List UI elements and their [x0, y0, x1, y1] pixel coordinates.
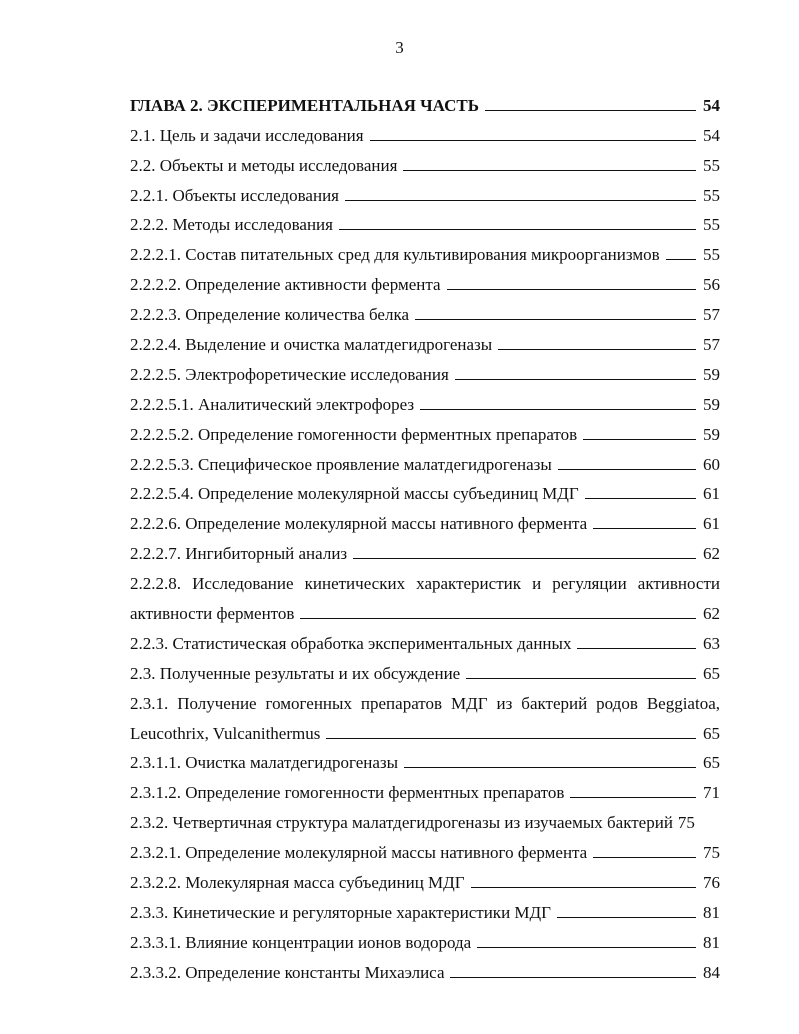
toc-entry — [130, 891, 720, 921]
toc-entry-page: 55 — [703, 155, 720, 175]
toc-entry-page: 57 — [703, 335, 720, 355]
toc-leader-line — [339, 229, 696, 230]
toc-entry-page: 60 — [703, 454, 720, 474]
toc-leader-line — [593, 528, 696, 529]
toc-entry-page: 62 — [703, 604, 720, 624]
toc-entry-page: 71 — [703, 783, 720, 803]
toc-entry-page: 84 — [703, 962, 720, 982]
toc-entry-title: 2.2.2.5.2. Определение гомогенности ферментных препаратов — [130, 424, 578, 444]
toc-entry-title: 2.3.1. Получение гомогенных препаратов МДГ из бактерий родов Beggiatoa, — [130, 693, 720, 713]
toc-entry-title: 2.3.1.2. Определение гомогенности ферментных препаратов — [130, 783, 565, 803]
toc-entry — [130, 293, 720, 323]
toc-entry — [130, 233, 720, 263]
toc-entry — [130, 413, 720, 443]
toc-entry — [130, 771, 720, 801]
toc-leader-line — [404, 767, 696, 768]
toc-entry — [130, 473, 720, 503]
toc-entry-page: 55 — [703, 215, 720, 235]
toc-entry — [130, 204, 720, 234]
toc-entry-title: 2.2.2.6. Определение молекулярной массы нативного фермента — [130, 514, 588, 534]
toc-entry-page: 59 — [703, 424, 720, 444]
toc-entry-title: 2.3.2. Четвертичная структура малатдегидрогеназы из изучаемых бактерий — [130, 813, 673, 833]
toc-entry-page: 61 — [703, 514, 720, 534]
toc-leader-line — [466, 678, 696, 679]
toc-leader-line — [485, 110, 696, 111]
toc-leader-line — [558, 469, 696, 470]
toc-entry — [130, 383, 720, 413]
toc-leader-line — [557, 917, 696, 918]
toc-leader-line — [370, 140, 696, 141]
toc-entry-title: 2.2.2.5.4. Определение молекулярной массы субъединиц МДГ — [130, 484, 579, 504]
toc-entry-title: 2.2.2.4. Выделение и очистка малатдегидрогеназы — [130, 335, 493, 355]
toc-leader-line — [345, 200, 696, 201]
toc-entry — [130, 592, 720, 622]
toc-entry — [130, 443, 720, 473]
toc-entry-page: 81 — [703, 902, 720, 922]
toc-entry-title: 2.2.2.7. Ингибиторный анализ — [130, 544, 348, 564]
toc-leader-line — [420, 409, 696, 410]
toc-entry-page: 81 — [703, 932, 720, 952]
toc-leader-line — [447, 289, 696, 290]
toc-entry-title: 2.2.2.3. Определение количества белка — [130, 305, 410, 325]
toc-entry-page: 63 — [703, 633, 720, 653]
toc-entry-page: 65 — [703, 663, 720, 683]
toc-entry-page: 54 — [703, 95, 720, 115]
toc-entry-title: активности ферментов — [130, 604, 295, 624]
toc-leader-line — [455, 379, 696, 380]
toc-leader-line — [300, 618, 696, 619]
toc-leader-line — [570, 797, 696, 798]
toc-entry-page: 61 — [703, 484, 720, 504]
toc-leader-line — [471, 887, 696, 888]
toc-entry-title: ГЛАВА 2. ЭКСПЕРИМЕНТАЛЬНАЯ ЧАСТЬ — [130, 95, 479, 115]
toc-entry-title: 2.3.3.1. Влияние концентрации ионов водорода — [130, 932, 472, 952]
toc-entry — [130, 144, 720, 174]
toc-entry-page: 75 — [703, 843, 720, 863]
toc-entry-title: 2.2.2.8. Исследование кинетических характеристик и регуляции активности — [130, 574, 720, 594]
toc-entry-title: 2.2.3. Статистическая обработка экспериментальных данных — [130, 633, 572, 653]
toc-entry-title: 2.2.1. Объекты исследования — [130, 185, 339, 205]
toc-entry — [130, 951, 720, 981]
toc-entry — [130, 622, 720, 652]
toc-entry-title: 2.2.2.2. Определение активности фермента — [130, 275, 441, 295]
toc-entry-title: 2.3.2.2. Молекулярная масса субъединиц МДГ — [130, 873, 465, 893]
toc-leader-line — [577, 648, 696, 649]
toc-leader-line — [326, 738, 696, 739]
toc-entry — [130, 712, 720, 742]
toc-entry — [130, 263, 720, 293]
toc-leader-line — [477, 947, 696, 948]
toc-entry — [130, 174, 720, 204]
toc-entry-page: 57 — [703, 305, 720, 325]
toc-entry-title: 2.1. Цель и задачи исследования — [130, 125, 364, 145]
toc-entry — [130, 921, 720, 951]
toc-entry-title: Leucothrix, Vulcanithermus — [130, 723, 321, 743]
toc-entry — [130, 831, 720, 861]
toc-entry-page: 56 — [703, 275, 720, 295]
toc-entry-page: 54 — [703, 125, 720, 145]
toc-entry-title: 2.3.2.1. Определение молекулярной массы нативного фермента — [130, 843, 588, 863]
toc-leader-line — [593, 857, 696, 858]
toc-entry-title: 2.3.3.2. Определение константы Михаэлиса — [130, 962, 445, 982]
toc-entry — [130, 652, 720, 682]
toc-entry-page: 55 — [703, 185, 720, 205]
toc-entry-page: 76 — [703, 873, 720, 893]
toc-entry-page: 65 — [703, 723, 720, 743]
toc-entry-page: 65 — [703, 753, 720, 773]
toc-entry-title: 2.2.2.1. Состав питательных сред для культивирования микроорганизмов — [130, 245, 660, 265]
toc-entry-page: 62 — [703, 544, 720, 564]
toc-entry — [130, 801, 720, 831]
toc-leader-line — [666, 259, 696, 260]
toc-entry — [130, 114, 720, 144]
toc-entry-title: 2.2.2. Методы исследования — [130, 215, 333, 235]
toc-leader-line — [583, 439, 696, 440]
toc-leader-line — [415, 319, 696, 320]
toc-entry-page: 55 — [703, 245, 720, 265]
toc-entry — [130, 742, 720, 772]
toc-entry-title: 2.3. Полученные результаты и их обсуждение — [130, 663, 461, 683]
toc-entry — [130, 502, 720, 532]
toc-leader-line — [353, 558, 696, 559]
toc-entry-title: 2.2.2.5.1. Аналитический электрофорез — [130, 394, 415, 414]
toc-entry-page: 59 — [703, 364, 720, 384]
page-number: 3 — [395, 38, 404, 57]
toc-entry-title: 2.3.1.1. Очистка малатдегидрогеназы — [130, 753, 399, 773]
toc-entry-page: 59 — [703, 394, 720, 414]
toc-entry — [130, 532, 720, 562]
table-of-contents — [130, 84, 720, 981]
toc-entry-title: 2.2.2.5. Электрофоретические исследования — [130, 364, 449, 384]
toc-leader-line — [403, 170, 696, 171]
toc-entry-title: 2.2.2.5.3. Специфическое проявление малатдегидрогеназы — [130, 454, 552, 474]
toc-leader-line — [498, 349, 696, 350]
toc-entry — [130, 682, 720, 712]
toc-entry-page: 75 — [677, 813, 695, 833]
toc-entry — [130, 562, 720, 592]
toc-entry — [130, 353, 720, 383]
toc-entry — [130, 323, 720, 353]
toc-entry-title: 2.3.3. Кинетические и регуляторные характеристики МДГ — [130, 902, 551, 922]
toc-leader-line — [585, 498, 696, 499]
toc-leader-line — [450, 977, 696, 978]
toc-entry — [130, 861, 720, 891]
toc-entry-title: 2.2. Объекты и методы исследования — [130, 155, 398, 175]
toc-entry — [130, 84, 720, 114]
